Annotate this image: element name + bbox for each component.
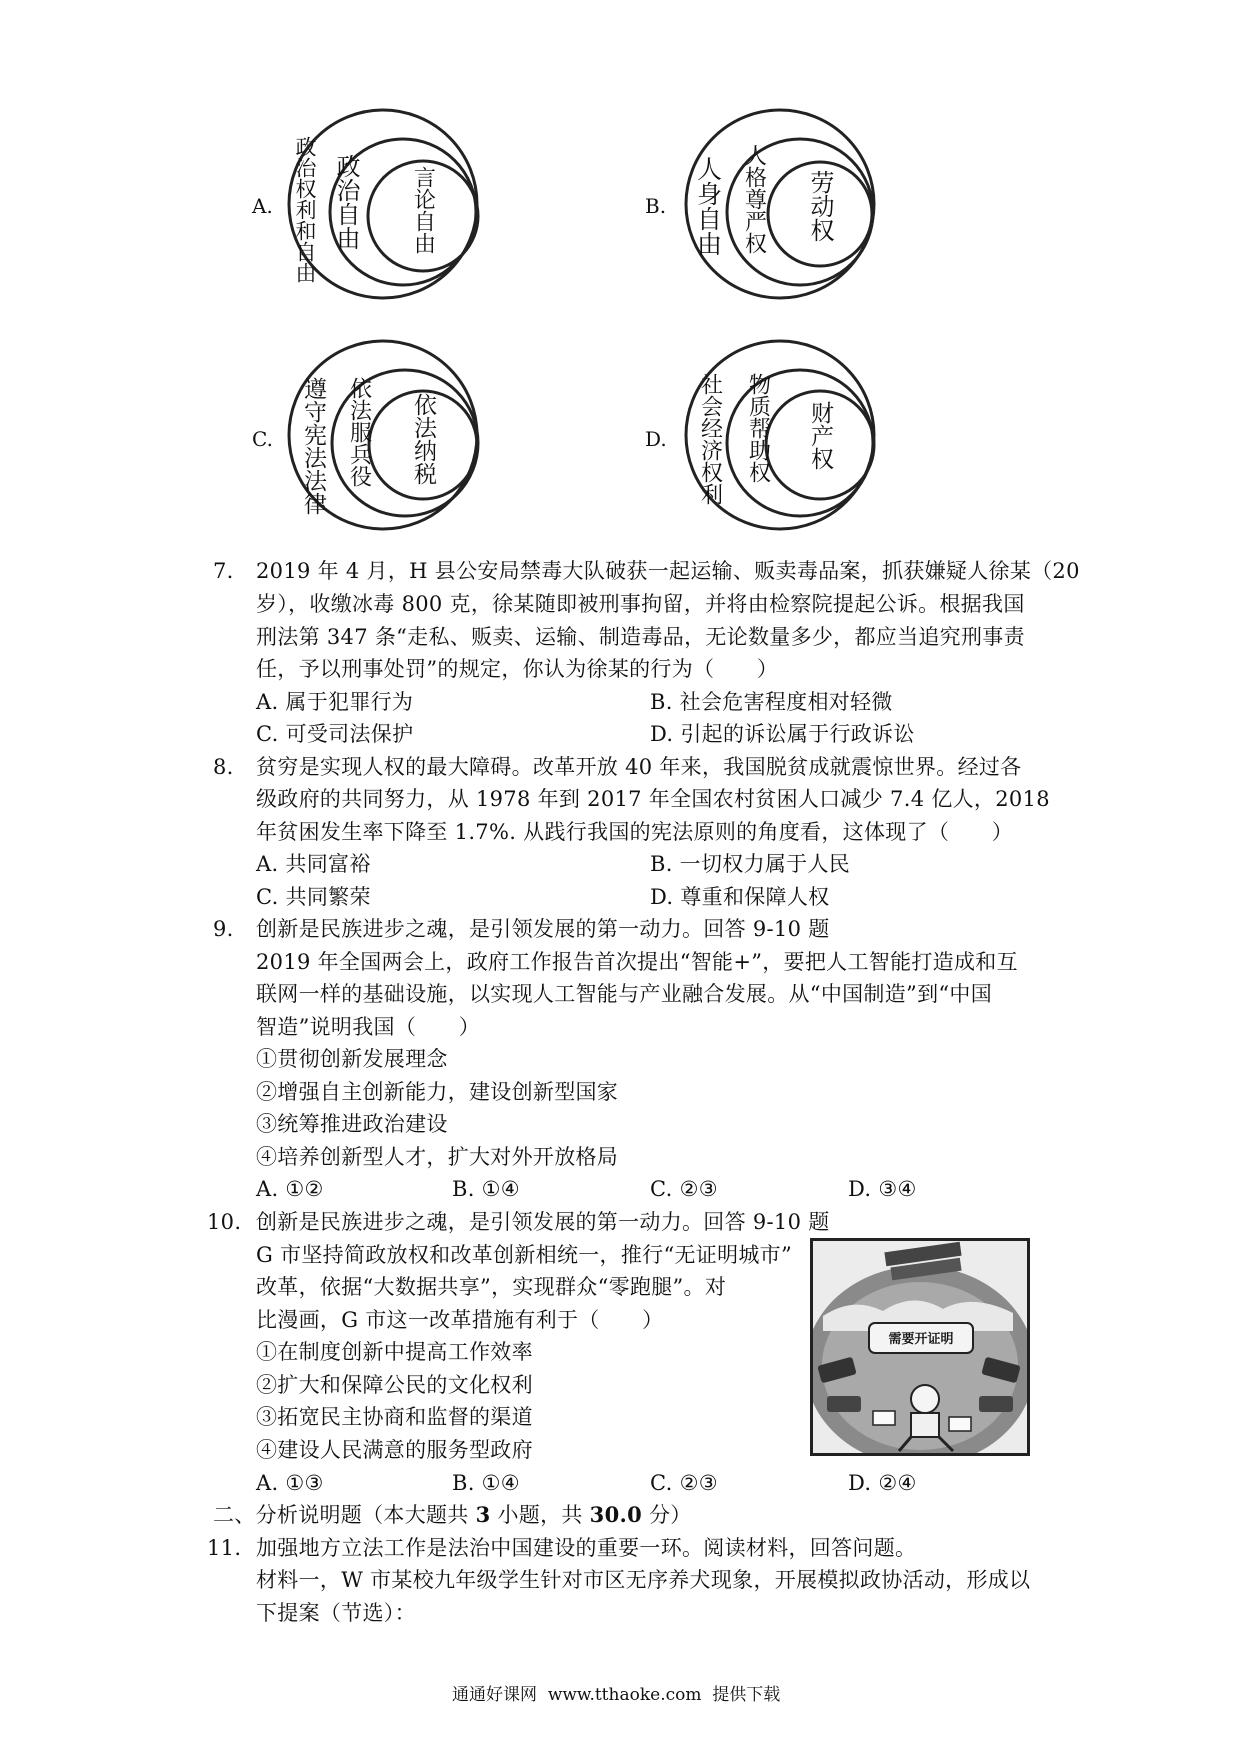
q10-statement-3: ③拓宽民主协商和监督的渠道	[256, 1405, 533, 1429]
option-d-letter: D.	[645, 427, 667, 451]
footer-note: 提供下载	[712, 1685, 781, 1705]
q9-option-b[interactable]: B. ①④	[452, 1177, 520, 1201]
q11-number: 11.	[207, 1536, 242, 1560]
q10-stem-line-3: 改革，依据“大数据共享”，实现群众“零跑腿”。对	[256, 1275, 727, 1299]
q10-stem-line-2: G 市坚持简政放权和改革创新相统一，推行“无证明城市”	[256, 1243, 793, 1267]
q8-option-a[interactable]: A. 共同富裕	[256, 852, 371, 876]
venn-b-outer-label: 人身自由	[693, 156, 723, 256]
q10-statement-4: ④建设人民满意的服务型政府	[256, 1438, 533, 1462]
footer-url-link[interactable]: www.tthaoke.com	[547, 1685, 702, 1705]
q7-option-b[interactable]: B. 社会危害程度相对轻微	[650, 690, 893, 714]
q7-option-d[interactable]: D. 引起的诉讼属于行政诉讼	[650, 722, 915, 746]
q9-option-a[interactable]: A. ①②	[256, 1177, 324, 1201]
venn-a-outer-label: 政治权利和自由	[293, 136, 317, 283]
q10-number: 10.	[207, 1210, 242, 1234]
section-2-heading: 二、分析说明题（本大题共 3 小题，共 30.0 分）	[213, 1502, 692, 1527]
q7-stem-line-4: 任，予以刑事处罚”的规定，你认为徐某的行为（ ）	[256, 657, 779, 681]
q8-stem-line-3: 年贫困发生率下降至 1.7%. 从践行我国的宪法原则的角度看，这体现了（ ）	[256, 820, 1014, 844]
venn-d-inner-label: 财产权	[807, 401, 833, 470]
q7-number: 7.	[213, 559, 234, 583]
q10-stem-line-4: 比漫画，G 市这一改革措施有利于（ ）	[256, 1308, 664, 1332]
venn-d-outer-label: 社会经济权利	[697, 373, 723, 505]
q8-option-b[interactable]: B. 一切权力属于人民	[650, 852, 851, 876]
cartoon-caption: 需要开证明	[888, 1332, 954, 1347]
venn-c-outer-label: 遵守宪法法律	[300, 377, 326, 515]
q9-option-d[interactable]: D. ③④	[848, 1177, 917, 1201]
q9-statement-3: ③统筹推进政治建设	[256, 1112, 448, 1136]
q11-stem-line-2: 材料一，W 市某校九年级学生针对市区无序养犬现象，开展模拟政协活动，形成以	[256, 1568, 1031, 1592]
venn-b-inner-label: 劳动权	[806, 170, 834, 242]
q10-option-b[interactable]: B. ①④	[452, 1471, 520, 1495]
venn-diagram-b	[680, 104, 880, 304]
q9-statement-4: ④培养创新型人才，扩大对外开放格局	[256, 1145, 619, 1169]
q11-stem-line-3: 下提案（节选）：	[256, 1601, 416, 1625]
option-b-letter: B.	[645, 194, 667, 218]
q7-stem-line-3: 刑法第 347 条“走私、贩卖、运输、制造毒品，无论数量多少，都应当追究刑事责	[256, 625, 1025, 649]
q8-stem-line-1: 贫穷是实现人权的最大障碍。改革开放 40 年来，我国脱贫成就震惊世界。经过各	[256, 755, 1022, 779]
q7-option-c[interactable]: C. 可受司法保护	[256, 722, 414, 746]
venn-diagram-c	[283, 335, 483, 535]
q9-stem-line-4: 智造”说明我国（ ）	[256, 1015, 481, 1039]
page-footer	[452, 1680, 780, 1705]
q10-option-d[interactable]: D. ②④	[848, 1471, 917, 1495]
q9-stem-line-3: 联网一样的基础设施，以实现人工智能与产业融合发展。从“中国制造”到“中国	[256, 982, 993, 1006]
venn-a-inner-label: 言论自由	[410, 166, 436, 254]
footer-site-name: 通通好课网	[452, 1685, 537, 1705]
venn-diagram-d	[680, 335, 880, 535]
q9-stem-line-2: 2019 年全国两会上，政府工作报告首次提出“智能+”，要把人工智能打造成和互	[256, 950, 1018, 974]
venn-b-middle-label: 人格尊严权	[741, 144, 767, 254]
q7-option-a[interactable]: A. 属于犯罪行为	[256, 690, 414, 714]
q9-number: 9.	[213, 917, 234, 941]
q10-option-a[interactable]: A. ①③	[256, 1471, 324, 1495]
option-a-letter: A.	[252, 194, 273, 218]
q7-stem-line-2: 岁），收缴冰毒 800 克，徐某随即被刑事拘留，并将由检察院提起公诉。根据我国	[256, 592, 1025, 616]
q11-stem-line-1: 加强地方立法工作是法治中国建设的重要一环。阅读材料，回答问题。	[256, 1536, 917, 1560]
q10-statement-1: ①在制度创新中提高工作效率	[256, 1340, 533, 1364]
venn-c-middle-label: 依法服兵役	[346, 377, 372, 487]
q9-statement-2: ②增强自主创新能力，建设创新型国家	[256, 1080, 619, 1104]
q7-stem-line-1: 2019 年 4 月，H 县公安局禁毒大队破获一起运输、贩卖毒品案，抓获嫌疑人徐某（20	[256, 559, 1080, 583]
q9-stem-line-1: 创新是民族进步之魂，是引领发展的第一动力。回答 9-10 题	[256, 917, 830, 941]
q10-stem-line-1: 创新是民族进步之魂，是引领发展的第一动力。回答 9-10 题	[256, 1210, 830, 1234]
venn-d-middle-label: 物质帮助权	[745, 373, 771, 483]
q8-number: 8.	[213, 755, 234, 779]
venn-diagram-a	[283, 104, 483, 304]
option-c-letter: C.	[252, 427, 273, 451]
q8-option-c[interactable]: C. 共同繁荣	[256, 885, 371, 909]
q8-stem-line-2: 级政府的共同努力，从 1978 年到 2017 年全国农村贫困人口减少 7.4 亿人，2018	[256, 787, 1050, 811]
venn-c-inner-label: 依法纳税	[410, 393, 436, 485]
q10-statement-2: ②扩大和保障公民的文化权利	[256, 1373, 533, 1397]
q10-option-c[interactable]: C. ②③	[650, 1471, 718, 1495]
q9-option-c[interactable]: C. ②③	[650, 1177, 718, 1201]
q9-statement-1: ①贯彻创新发展理念	[256, 1047, 448, 1071]
venn-a-middle-label: 政治自由	[332, 154, 360, 250]
q8-option-d[interactable]: D. 尊重和保障人权	[650, 885, 830, 909]
cartoon-illustration	[810, 1238, 1030, 1456]
